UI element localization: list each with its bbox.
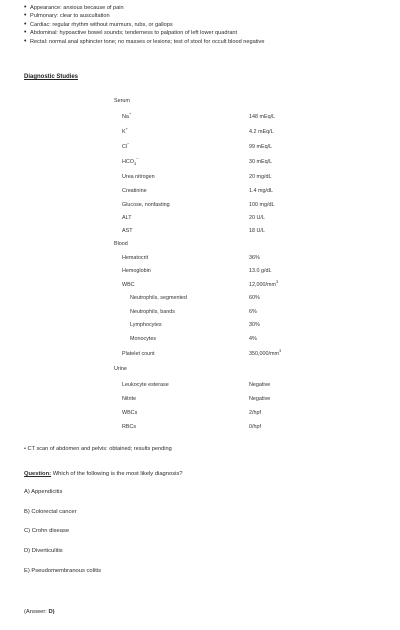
lab-name-platelet-count: Platelet count (122, 351, 155, 357)
lab-name-urea-nitrogen: Urea nitrogen (122, 174, 155, 180)
lab-name-bicarbonate: $HCO_3^-$ (122, 156, 139, 167)
lab-value-leukocyte-esterase: Negative (249, 382, 271, 388)
diagnostic-studies-heading: Diagnostic Studies (24, 74, 79, 80)
lab-value-neutrophils-bands: 6% (249, 309, 257, 315)
lab-name-wbc: WBC (122, 282, 135, 288)
lab-name-alt: ALT (122, 215, 132, 221)
lab-value-ast: 18 U/L (249, 228, 265, 234)
lab-name-hematocrit: Hematocrit (122, 255, 149, 261)
question-prompt (24, 471, 183, 477)
lab-name-leukocyte-esterase: Leukocyte esterase (122, 382, 169, 388)
answer-label: (Answer: (24, 609, 47, 615)
lab-name-neutrophils-bands: Neutrophils, bands (130, 309, 175, 315)
lab-value-platelet-count: $350,000/mm^3$ (249, 348, 282, 357)
lab-name-monocytes: Monocytes (130, 336, 157, 342)
option-a[interactable]: A) Appendicitis (24, 489, 63, 495)
option-d[interactable]: D) Diverticulitis (24, 548, 63, 554)
lab-value-monocytes: 4% (249, 336, 257, 342)
lab-name-urine-wbcs: WBCs (122, 410, 138, 416)
physical-exam-list (24, 4, 394, 46)
question-text: Which of the following is the most likely diagnosis? (52, 471, 183, 477)
blood-section-label: Blood (114, 241, 128, 247)
lab-value-hematocrit: 36% (249, 255, 260, 261)
lab-name-neutrophils-segmented: Neutrophils, segmented (130, 295, 187, 301)
option-c[interactable]: C) Crohn disease (24, 528, 70, 534)
lab-value-neutrophils-segmented: 60% (249, 295, 260, 301)
lab-name-ast: AST (122, 228, 133, 234)
lab-name-chloride: Cl− (122, 141, 130, 150)
lab-value-alt: 20 U/L (249, 215, 265, 221)
exam-item-cardiac: • Cardiac: regular rhythm without murmurs, rubs, or gallops (24, 20, 173, 28)
lab-value-potassium: 4.2 mEq/L (249, 129, 274, 135)
lab-name-sodium: Na+ (122, 111, 132, 120)
lab-value-chloride: 99 mEq/L (249, 144, 273, 150)
exam-item-rectal: • Rectal: normal anal sphincter tone; no masses or lesions; test of stool for occult blood negative (24, 37, 265, 45)
lab-name-potassium: K+ (122, 126, 128, 135)
exam-item-abdominal: • Abdominal: hypoactive bowel sounds; tenderness to palpation of left lower quadrant (24, 29, 238, 37)
lab-name-glucose: Glucose, nonfasting (122, 202, 170, 208)
lab-value-nitrite: Negative (249, 396, 271, 402)
urine-section-label: Urine (114, 366, 127, 372)
lab-value-lymphocytes: 30% (249, 322, 260, 328)
lab-value-hemoglobin: 13.0 g/dL (249, 268, 272, 274)
lab-value-sodium: 148 mEq/L (249, 114, 276, 120)
lab-name-lymphocytes: Lymphocytes (130, 322, 162, 328)
exam-item-appearance: • Appearance: anxious because of pain (24, 4, 124, 11)
lab-value-urea-nitrogen: 20 mg/dL (249, 174, 272, 180)
lab-value-creatinine: 1.4 mg/dL (249, 188, 273, 194)
option-e[interactable]: E) Pseudomembranous colitis (24, 568, 102, 574)
lab-value-bicarbonate: 30 mEq/L (249, 159, 273, 165)
lab-name-creatinine: Creatinine (122, 188, 147, 194)
answer-value: D) (48, 609, 55, 615)
lab-value-urine-rbcs: 0/hpf (249, 424, 261, 430)
ct-scan-note: • CT scan of abdomen and pelvis: obtained; results pending (24, 446, 172, 452)
lab-value-urine-wbcs: 2/hpf (249, 410, 261, 416)
lab-value-glucose: 100 mg/dL (249, 202, 275, 208)
lab-value-wbc: $12,000/mm^3$ (249, 279, 279, 288)
lab-name-hemoglobin: Hemoglobin (122, 268, 151, 274)
lab-name-nitrite: Nitrite (122, 396, 137, 402)
exam-item-pulmonary: • Pulmonary: clear to auscultation (24, 12, 110, 20)
lab-name-urine-rbcs: RBCs (122, 424, 137, 430)
option-b[interactable]: B) Colorectal cancer (24, 509, 77, 515)
question-label: Question: (24, 471, 52, 477)
answer-line (24, 609, 55, 615)
serum-section-label: Serum (114, 98, 130, 104)
